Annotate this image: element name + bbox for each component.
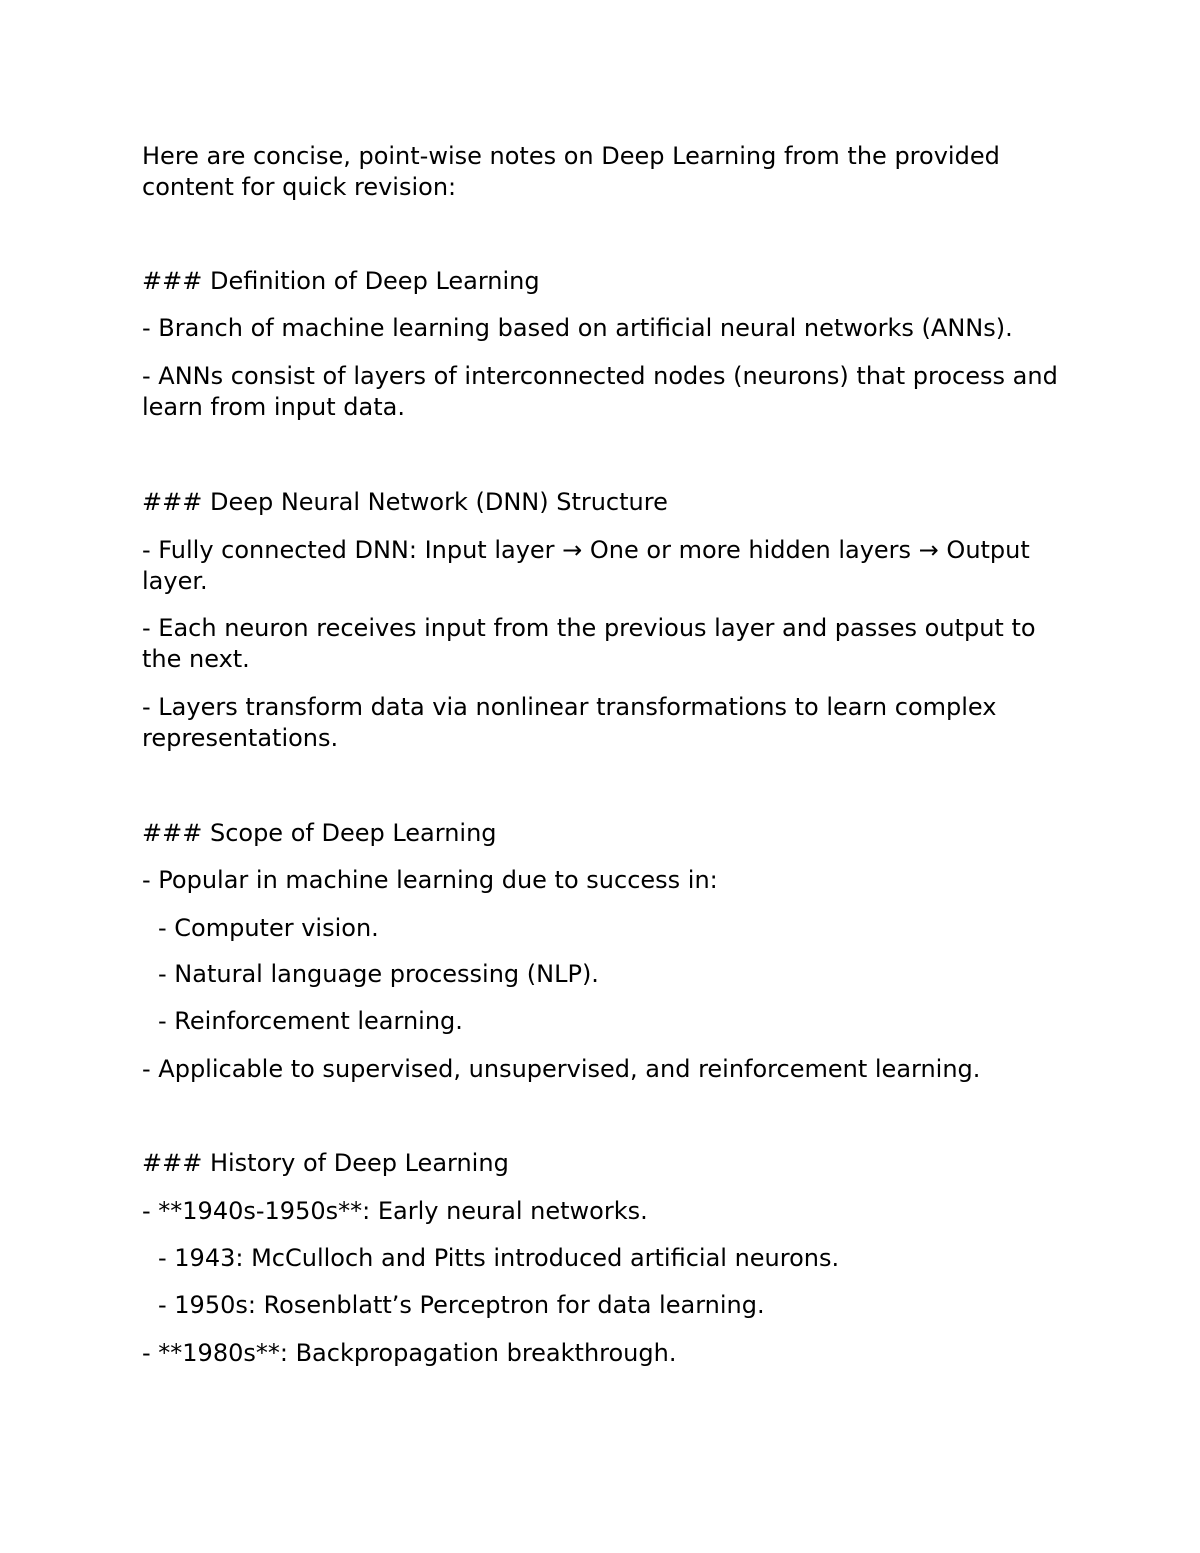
intro-text-line-2: content for quick revision:	[142, 173, 457, 201]
history-bullet-2: - **1980s**: Backpropagation breakthrough.	[142, 1339, 677, 1367]
scope-heading: ### Scope of Deep Learning	[142, 819, 497, 847]
history-sub-bullet-1: - 1943: McCulloch and Pitts introduced artificial neurons.	[158, 1244, 840, 1272]
intro-text-line-1: Here are concise, point-wise notes on Deep Learning from the provided	[142, 142, 1000, 170]
history-bullet-1: - **1940s-1950s**: Early neural networks.	[142, 1197, 648, 1225]
structure-bullet-1-line-1: - Fully connected DNN: Input layer → One or more hidden layers → Output	[142, 536, 1030, 564]
scope-sub-bullet-3: - Reinforcement learning.	[158, 1007, 463, 1035]
structure-bullet-2-line-1: - Each neuron receives input from the previous layer and passes output to	[142, 614, 1036, 642]
scope-bullet-1: - Popular in machine learning due to success in:	[142, 866, 718, 894]
history-sub-bullet-2: - 1950s: Rosenblatt’s Perceptron for data learning.	[158, 1291, 765, 1319]
definition-bullet-1: - Branch of machine learning based on artificial neural networks (ANNs).	[142, 314, 1013, 342]
structure-bullet-2-line-2: the next.	[142, 645, 250, 673]
definition-bullet-2-line-1: - ANNs consist of layers of interconnected nodes (neurons) that process and	[142, 362, 1058, 390]
structure-bullet-3-line-1: - Layers transform data via nonlinear transformations to learn complex	[142, 693, 997, 721]
definition-heading: ### Definition of Deep Learning	[142, 267, 540, 295]
definition-bullet-2-line-2: learn from input data.	[142, 393, 405, 421]
scope-sub-bullet-2: - Natural language processing (NLP).	[158, 960, 599, 988]
history-heading: ### History of Deep Learning	[142, 1149, 509, 1177]
scope-sub-bullet-1: - Computer vision.	[158, 914, 379, 942]
structure-bullet-3-line-2: representations.	[142, 724, 339, 752]
structure-bullet-1-line-2: layer.	[142, 567, 208, 595]
structure-heading: ### Deep Neural Network (DNN) Structure	[142, 488, 668, 516]
scope-bullet-2: - Applicable to supervised, unsupervised, and reinforcement learning.	[142, 1055, 981, 1083]
